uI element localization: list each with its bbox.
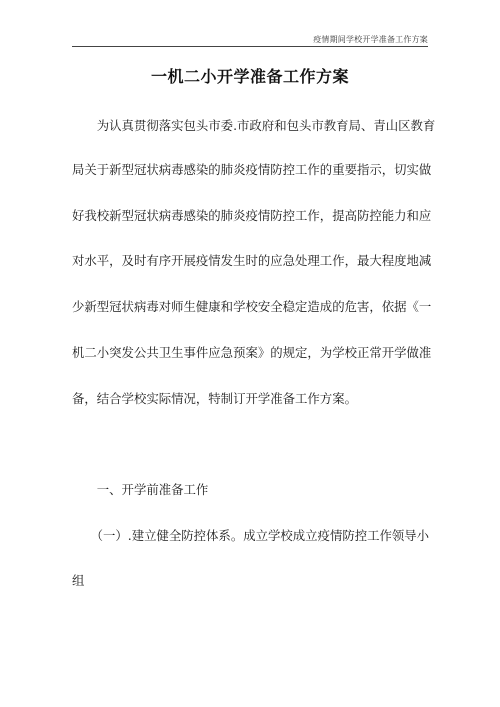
paragraph-line: 好我校新型冠状病毒感染的肺炎疫情防控工作，提高防控能力和应 (72, 208, 432, 223)
paragraph-line: 少新型冠状病毒对师生健康和学校安全稳定造成的危害，依据《一 (72, 299, 432, 314)
header-rule (72, 46, 428, 47)
paragraph-line: 对水平，及时有序开展疫情发生时的应急处理工作，最大程度地减 (72, 253, 432, 268)
paragraph-line: （一）.建立健全防控体系。成立学校成立疫情防控工作领导小 (72, 528, 430, 543)
document-title: 一机二小开学准备工作方案 (150, 67, 349, 86)
paragraph-line: 机二小突发公共卫生事件应急预案》的规定，为学校正常开学做准 (72, 345, 432, 360)
paragraph-line: 局关于新型冠状病毒感染的肺炎疫情防控工作的重要指示，切实做 (72, 162, 432, 177)
paragraph-line: 组 (72, 573, 85, 588)
paragraph-line: 备，结合学校实际情况，特制订开学准备工作方案。 (72, 391, 357, 406)
section-heading: 一、开学前准备工作 (72, 482, 209, 497)
running-header: 疫情期间学校开学准备工作方案 (313, 35, 428, 44)
paragraph-line: 为认真贯彻落实包头市委.市政府和包头市教育局、青山区教育 (72, 118, 436, 133)
